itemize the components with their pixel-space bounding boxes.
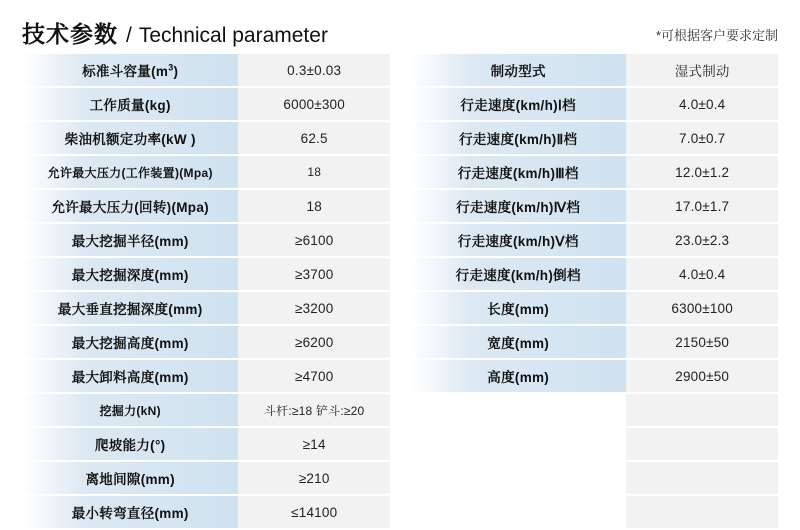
left-row-label: 工作质量(kg) (22, 87, 238, 121)
left-row-value: 6000±300 (238, 87, 390, 121)
table-row (410, 54, 778, 87)
left-row-value: 62.5 (238, 121, 390, 155)
table-row (410, 461, 778, 495)
left-row-value: ≥3200 (238, 291, 390, 325)
right-row-value: 17.0±1.7 (626, 189, 778, 223)
left-row-label: 离地间隙(mm) (22, 461, 238, 495)
table-row (410, 189, 778, 223)
table-row (410, 427, 778, 461)
table-row (22, 495, 390, 529)
right-row-label (410, 393, 626, 427)
left-row-value: 0.3±0.03 (238, 54, 390, 87)
right-row-label: 长度(mm) (410, 291, 626, 325)
table-row (410, 155, 778, 189)
left-row-label: 挖掘力(kN) (22, 393, 238, 427)
right-row-label (410, 495, 626, 529)
right-row-value (626, 427, 778, 461)
left-row-value: ≥6200 (238, 325, 390, 359)
right-row-value (626, 393, 778, 427)
left-row-label: 最小转弯直径(mm) (22, 495, 238, 529)
page-header (22, 0, 778, 46)
left-row-value: 18 (238, 155, 390, 189)
table-row (410, 393, 778, 427)
right-row-value: 12.0±1.2 (626, 155, 778, 189)
right-row-value: 23.0±2.3 (626, 223, 778, 257)
right-row-label: 行走速度(km/h)倒档 (410, 257, 626, 291)
left-row-value: ≥14 (238, 427, 390, 461)
table-row (410, 257, 778, 291)
left-spec-table (22, 54, 390, 530)
right-row-label: 行走速度(km/h)Ⅴ档 (410, 223, 626, 257)
right-row-value: 7.0±0.7 (626, 121, 778, 155)
table-row (410, 223, 778, 257)
page-title-en: Technical parameter (138, 24, 328, 47)
right-spec-column (410, 54, 778, 530)
table-row (22, 155, 390, 189)
right-row-value (626, 495, 778, 529)
table-row (22, 189, 390, 223)
table-row (22, 393, 390, 427)
table-row (22, 359, 390, 393)
left-row-label: 允许最大压力(工作装置)(Mpa) (22, 155, 238, 189)
left-row-label: 最大挖掘深度(mm) (22, 257, 238, 291)
right-row-value: 2150±50 (626, 325, 778, 359)
spec-tables (22, 54, 778, 530)
right-row-label: 高度(mm) (410, 359, 626, 393)
table-row (410, 359, 778, 393)
right-row-label: 行走速度(km/h)Ⅱ档 (410, 121, 626, 155)
right-row-value: 湿式制动 (626, 54, 778, 87)
right-row-label: 行走速度(km/h)Ⅳ档 (410, 189, 626, 223)
table-row (410, 325, 778, 359)
right-row-label (410, 461, 626, 495)
left-row-label: 最大卸料高度(mm) (22, 359, 238, 393)
left-row-value: ≥4700 (238, 359, 390, 393)
left-row-value: ≥6100 (238, 223, 390, 257)
table-row (22, 325, 390, 359)
table-row (22, 427, 390, 461)
left-row-value: ≥210 (238, 461, 390, 495)
left-row-value: 斗杆:≥18 铲斗:≥20 (238, 393, 390, 427)
page-title-cn: 技术参数 (22, 21, 118, 47)
right-row-label (410, 427, 626, 461)
left-row-label: 标准斗容量$(m^3)$ (22, 54, 238, 87)
right-row-label: 制动型式 (410, 54, 626, 87)
title-separator: / (126, 24, 132, 47)
left-row-label: 柴油机额定功率(kW ) (22, 121, 238, 155)
right-spec-table (410, 54, 778, 530)
right-row-label: 行走速度(km/h)Ⅰ档 (410, 87, 626, 121)
table-row (22, 121, 390, 155)
table-row (410, 87, 778, 121)
right-row-label: 宽度(mm) (410, 325, 626, 359)
left-row-label: 允许最大压力(回转)(Mpa) (22, 189, 238, 223)
left-row-label: 最大垂直挖掘深度(mm) (22, 291, 238, 325)
superscript: 3 (168, 62, 174, 73)
right-row-value: 4.0±0.4 (626, 87, 778, 121)
table-row (22, 54, 390, 87)
right-row-value: 6300±100 (626, 291, 778, 325)
left-row-label: 最大挖掘高度(mm) (22, 325, 238, 359)
right-row-value: 4.0±0.4 (626, 257, 778, 291)
table-row (22, 291, 390, 325)
left-row-value: ≤14100 (238, 495, 390, 529)
right-row-value (626, 461, 778, 495)
right-row-label: 行走速度(km/h)Ⅲ档 (410, 155, 626, 189)
table-row (410, 121, 778, 155)
table-row (22, 223, 390, 257)
left-row-label: 最大挖掘半径(mm) (22, 223, 238, 257)
left-row-label: 爬坡能力(°) (22, 427, 238, 461)
left-row-value: ≥3700 (238, 257, 390, 291)
left-spec-column (22, 54, 390, 530)
table-row (22, 257, 390, 291)
table-row (22, 461, 390, 495)
left-row-value: 18 (238, 189, 390, 223)
table-row (22, 87, 390, 121)
table-row (410, 291, 778, 325)
customization-note: *可根据客户要求定制 (655, 28, 778, 43)
table-row (410, 495, 778, 529)
right-row-value: 2900±50 (626, 359, 778, 393)
